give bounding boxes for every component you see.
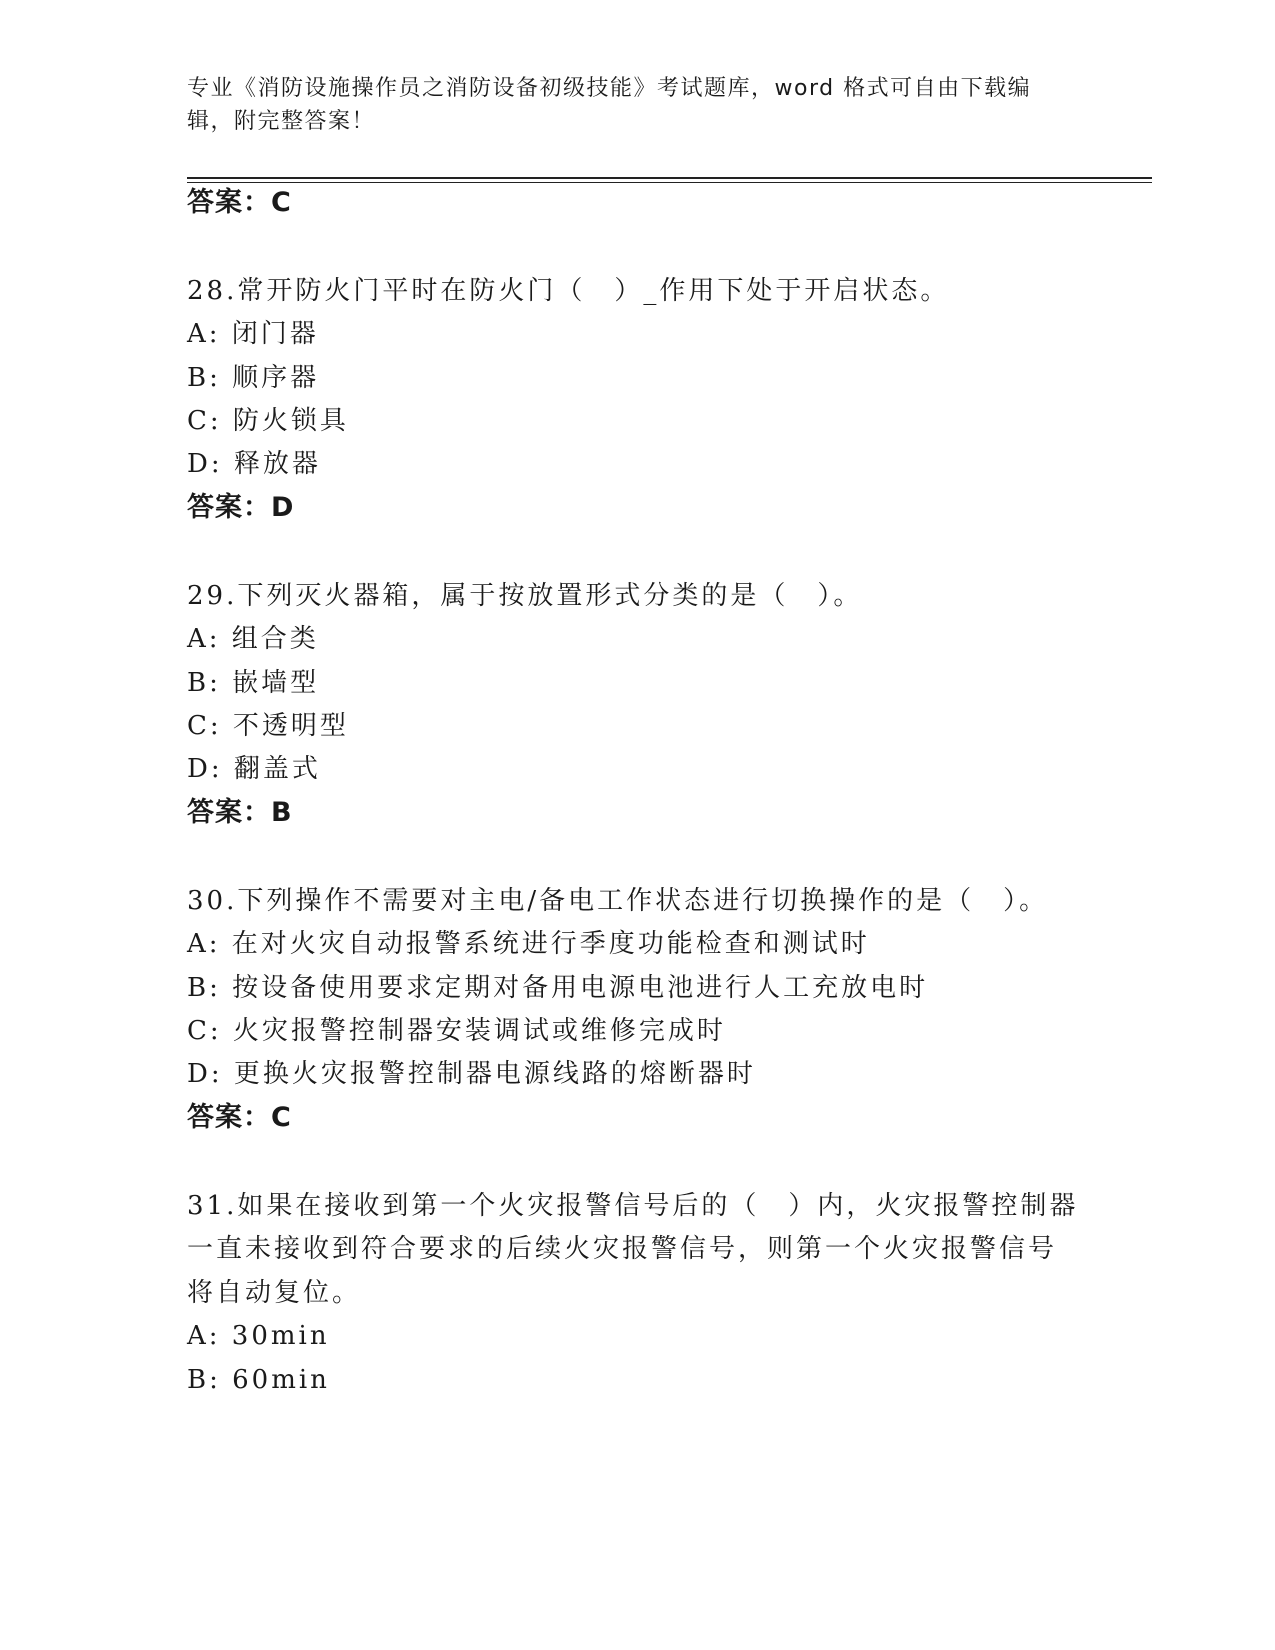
answer-30: 答案：C <box>187 1102 292 1133</box>
question-28-option-c: C: 防火锁具 <box>187 406 349 436</box>
question-29-stem: 29.下列灭火器箱，属于按放置形式分类的是（ ）。 <box>187 581 863 611</box>
question-28-option-a: A: 闭门器 <box>187 319 319 349</box>
header-divider-thin <box>187 182 1152 183</box>
question-29-option-d: D: 翻盖式 <box>187 754 321 784</box>
question-29-option-c: C: 不透明型 <box>187 711 349 741</box>
question-28-option-d: D: 释放器 <box>187 449 321 479</box>
question-28-stem: 28.常开防火门平时在防火门（ ）_作用下处于开启状态。 <box>187 276 950 306</box>
answer-29: 答案：B <box>187 797 293 828</box>
question-29-option-a: A: 组合类 <box>187 624 319 654</box>
answer-28: 答案：D <box>187 492 295 523</box>
question-31-stem-line-1: 31.如果在接收到第一个火灾报警信号后的（ ）内，火灾报警控制器 <box>187 1191 1079 1221</box>
question-31-stem-line-2: 一直未接收到符合要求的后续火灾报警信号，则第一个火灾报警信号 <box>187 1234 1058 1264</box>
question-30-option-d: D: 更换火灾报警控制器电源线路的熔断器时 <box>187 1059 756 1089</box>
header-divider <box>187 177 1152 179</box>
question-30-option-a: A: 在对火灾自动报警系统进行季度功能检查和测试时 <box>187 929 870 959</box>
document-header <box>187 72 1067 138</box>
question-30-stem: 30.下列操作不需要对主电/备电工作状态进行切换操作的是（ ）。 <box>187 886 1049 916</box>
question-31-option-a: A: 30min <box>187 1321 330 1351</box>
header-line-2: 辑，附完整答案！ <box>187 109 376 134</box>
answer-27: 答案：C <box>187 187 292 218</box>
question-31-option-b: B: 60min <box>187 1365 330 1395</box>
question-31-stem-line-3: 将自动复位。 <box>187 1278 362 1308</box>
question-29-option-b: B: 嵌墙型 <box>187 668 320 698</box>
header-line-1: 专业《消防设施操作员之消防设备初级技能》考试题库，word 格式可自由下载编 <box>187 76 1032 101</box>
question-30-option-b: B: 按设备使用要求定期对备用电源电池进行人工充放电时 <box>187 973 929 1003</box>
question-30-option-c: C: 火灾报警控制器安装调试或维修完成时 <box>187 1016 726 1046</box>
question-28-option-b: B: 顺序器 <box>187 363 320 393</box>
